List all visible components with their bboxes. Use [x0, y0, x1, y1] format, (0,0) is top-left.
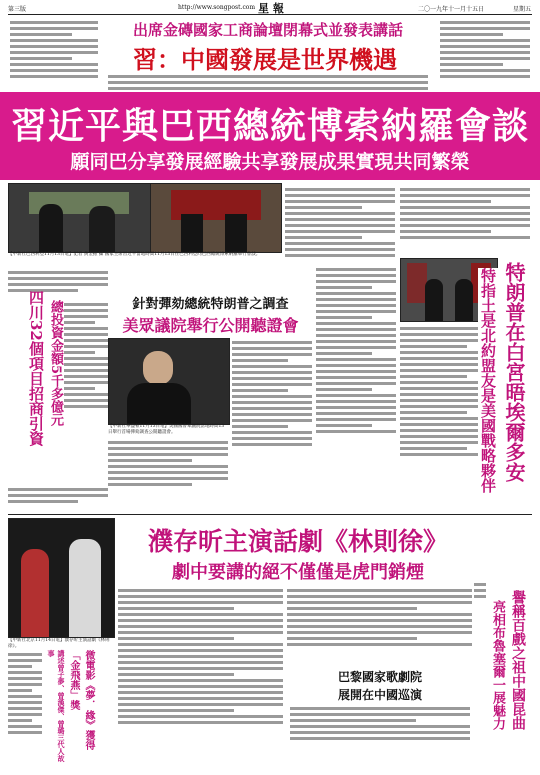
opera-body [290, 704, 470, 766]
film-headline-a: 講述曾子夢、曾漢傑、曾璐三代人故事 [47, 650, 66, 762]
sichuan-headline-a: 四川32個項目招商引資 [27, 290, 45, 446]
drama-subheadline: 劇中要講的絕不僅僅是虎門銷煙 [172, 562, 424, 583]
hearing-photo [108, 338, 230, 425]
drama-photo-caption: 【中新社北京11月14日電】濮存昕主演話劇《林則徐》。 [8, 638, 110, 649]
top-story-kicker: 出席金磚國家工商論壇閉幕式並發表講話 [132, 21, 403, 39]
main-banner [0, 92, 540, 180]
drama-body-col2 [287, 586, 472, 666]
kunqu-headline: 譽稱百戲之祖中國昆曲 [510, 590, 526, 730]
impeachment-kicker: 針對彈劾總統特朗普之調查 [132, 297, 289, 312]
site-url[interactable]: http://www.songpost.com [178, 4, 256, 11]
left-body-bottom [8, 485, 108, 513]
top-right-column [440, 18, 530, 88]
issue-date: 二〇一九年十一月十五日 [418, 6, 485, 13]
page-header [8, 2, 532, 15]
issue-weekday: 星期五 [513, 6, 532, 13]
brazil-photo-left [8, 183, 152, 253]
masthead: 星 報 [258, 2, 284, 15]
top-story-body [108, 72, 428, 92]
drama-headline: 濮存昕主演話劇《林則徐》 [147, 527, 448, 556]
impeachment-body-col2 [108, 438, 228, 512]
opera-headline-b: 展開在中國巡演 [337, 688, 422, 702]
trump-erdogan-headline: 特朗普在白宮晤埃爾多安 [502, 262, 526, 482]
drama-photo [8, 518, 115, 638]
trump-erdogan-subheadline: 特指土是北約盟友是美國戰略夥伴 [478, 268, 499, 508]
brazil-body-col1 [285, 185, 395, 275]
kunqu-subheadline: 亮相布魯塞爾一展魅力 [490, 600, 505, 730]
kunqu-body [474, 580, 486, 765]
impeachment-headline: 美眾議院舉行公開聽證會 [122, 316, 299, 335]
film-body [8, 650, 42, 765]
section-divider [8, 514, 532, 515]
sichuan-headline-b: 總投資金額5千多億元 [48, 300, 63, 427]
opera-headline-a: 巴黎國家歌劇院 [337, 670, 422, 684]
page-label: 第三版 [8, 6, 27, 13]
film-headline-b: 微電影《夢．緣》獲得「金飛燕」獎 [68, 650, 94, 750]
banner-headline: 習近平與巴西總統博索納羅會談 [10, 105, 529, 147]
impeachment-body-col1 [232, 338, 312, 508]
banner-subheadline: 願同巴分享發展經驗共享發展成果實現共同繁榮 [70, 151, 470, 173]
top-left-column [10, 18, 98, 88]
sichuan-body [64, 300, 108, 500]
drama-body-col1 [118, 586, 283, 766]
middle-column-body [316, 265, 396, 510]
brazil-body-col2 [400, 185, 530, 255]
hearing-photo-caption: 【中新社華盛頓11月13日電】美國國會眾議院當地時間13日舉行首場彈劾調查公開聽證會。 [108, 424, 225, 435]
left-body-top [8, 268, 108, 298]
top-story-headline: 習：中國發展是世界機遇 [133, 45, 397, 74]
brazil-photo-right [150, 183, 282, 253]
brazil-photo-caption: 【中新社巴西利亞11月13日電】記者 黃金振 攝 國家主席習近平當地時間11月13日在巴西利亞同巴西總統博索納羅舉行會談。 [8, 252, 261, 257]
